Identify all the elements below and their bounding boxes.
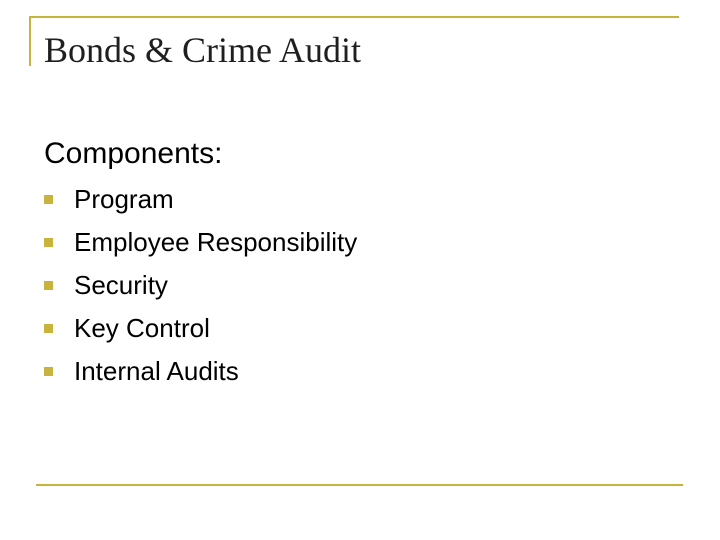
bullet-text: Key Control xyxy=(74,313,210,343)
square-bullet-icon xyxy=(44,367,53,376)
list-item xyxy=(44,178,357,221)
footer-divider-line xyxy=(36,484,683,486)
square-bullet-icon xyxy=(44,195,53,204)
slide-title: Bonds & Crime Audit xyxy=(44,30,362,70)
bullet-text: Program xyxy=(74,184,174,214)
square-bullet-icon xyxy=(44,281,53,290)
list-item xyxy=(44,307,357,350)
bullet-text: Security xyxy=(74,270,168,300)
list-item xyxy=(44,221,357,264)
list-item xyxy=(44,350,357,393)
title-frame-left-line xyxy=(29,16,31,66)
bullet-list xyxy=(44,178,357,393)
square-bullet-icon xyxy=(44,324,53,333)
bullet-text: Internal Audits xyxy=(74,356,239,386)
bullet-text: Employee Responsibility xyxy=(74,227,358,257)
list-item xyxy=(44,264,357,307)
square-bullet-icon xyxy=(44,238,53,247)
title-frame-top-line xyxy=(29,16,679,18)
section-heading: Components: xyxy=(44,137,223,170)
